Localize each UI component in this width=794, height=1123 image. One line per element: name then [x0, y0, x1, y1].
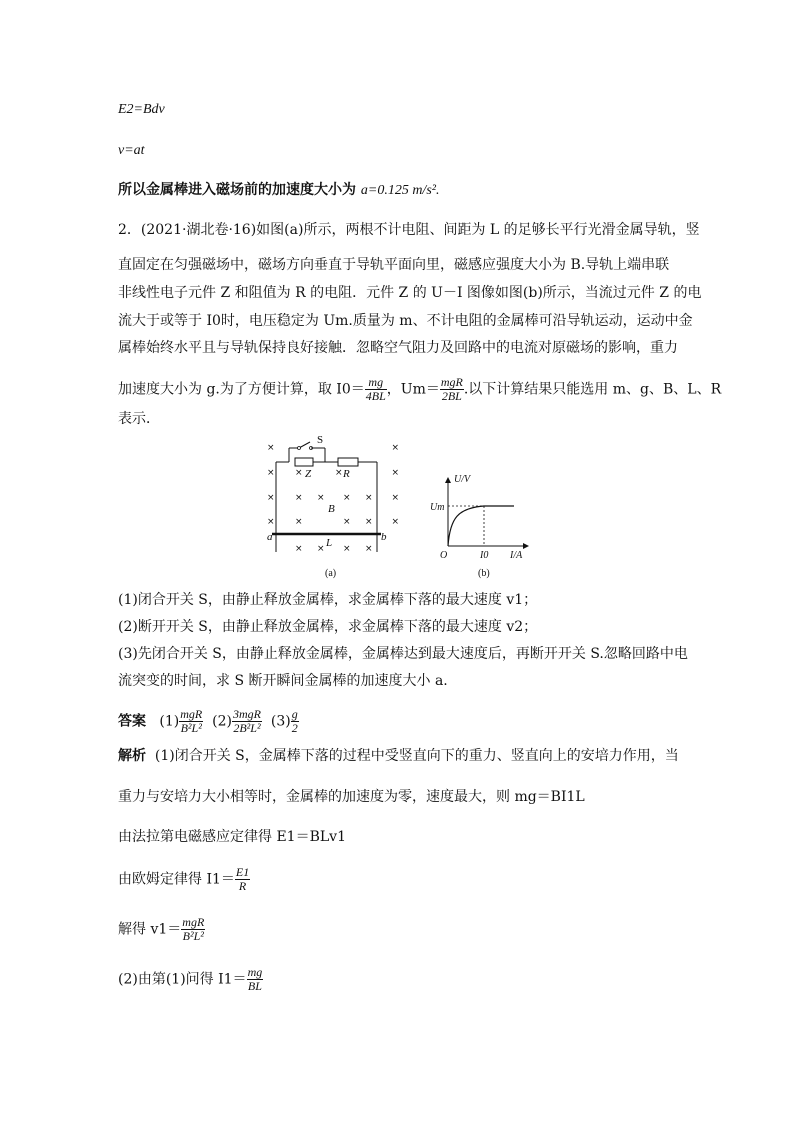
- answer-3-den: 2: [291, 721, 298, 735]
- svg-text:×: ×: [391, 493, 399, 503]
- conclusion-value: a=0.125 m/s².: [360, 183, 440, 198]
- answer-2-fraction: [232, 708, 262, 735]
- answer-1-num: mgR: [180, 707, 203, 721]
- caption-a: (a): [325, 568, 337, 579]
- svg-text:×: ×: [295, 493, 303, 503]
- analysis-line-1: [118, 748, 679, 764]
- problem-line-6e: .以下计算结果只能选用 m、g、B、L、R: [463, 381, 722, 398]
- analysis-line-3: 由法拉第电磁感应定律得 E1＝BLv1: [118, 829, 346, 845]
- um-denominator: 2BL: [441, 389, 462, 403]
- question-3a: (3)先闭合开关 S，由静止释放金属棒，金属棒达到最大速度后，再断开开关 S.忽略回路中电: [118, 646, 688, 662]
- problem-line-7: 表示．: [118, 411, 160, 427]
- svg-text:×: ×: [335, 468, 343, 478]
- answer-3-fraction: [291, 708, 299, 735]
- svg-text:×: ×: [267, 443, 275, 453]
- analysis-line-5: [118, 916, 205, 943]
- r-label: R: [343, 468, 350, 480]
- answer-2-den: 2B²L²: [233, 721, 261, 735]
- svg-text:×: ×: [317, 544, 325, 554]
- answer-label: 答案: [118, 713, 146, 730]
- svg-text:×: ×: [267, 493, 275, 503]
- v1-fraction: [181, 916, 205, 943]
- equation-e2: E2=Bdv: [118, 102, 165, 117]
- um-label: Um: [430, 502, 445, 513]
- b-label: B: [328, 503, 335, 515]
- i1-fraction: [247, 966, 264, 993]
- analysis-line-6: [118, 966, 263, 993]
- figure-b-graph: [426, 470, 536, 582]
- svg-text:×: ×: [295, 517, 303, 527]
- answer-1-fraction: [179, 708, 203, 735]
- analysis-4-text: 由欧姆定律得 I1＝: [118, 871, 235, 888]
- answer-2-prefix: (2): [212, 713, 232, 730]
- svg-text:×: ×: [267, 517, 275, 527]
- i0-denominator: 4BL: [365, 389, 386, 403]
- l-label: L: [326, 537, 333, 549]
- problem-line-6c: ，Um＝: [386, 381, 440, 398]
- question-3b: 流突变的时间，求 S 断开瞬间金属棒的加速度大小 a.: [118, 673, 448, 689]
- analysis-6-text: (2)由第(1)问得 I1＝: [118, 971, 247, 988]
- problem-line-4: 流大于或等于 I0时，电压稳定为 Um.质量为 m、不计电阻的金属棒可沿导轨运动，运动中金: [118, 313, 693, 329]
- svg-text:×: ×: [317, 493, 325, 503]
- svg-text:×: ×: [365, 493, 373, 503]
- problem-line-6a: 加速度大小为 g.为了方便计算，取 I0＝: [118, 381, 365, 398]
- field-crosses: [267, 443, 399, 554]
- i0-fraction: [365, 376, 387, 403]
- answer-1-den: B²L²: [180, 721, 202, 735]
- svg-text:×: ×: [391, 443, 399, 453]
- problem-line-3: 非线性电子元件 Z 和阻值为 R 的电阻．元件 Z 的 U－I 图像如图(b)所示，当流过元件 Z 的电: [118, 285, 702, 301]
- svg-text:×: ×: [295, 468, 303, 478]
- svg-text:×: ×: [267, 468, 275, 478]
- um-fraction: [440, 376, 464, 403]
- analysis-5-text: 解得 v1＝: [118, 921, 182, 938]
- element-z: [295, 458, 313, 466]
- origin-label: O: [440, 550, 448, 561]
- equation-v: v=at: [118, 143, 145, 158]
- analysis-line-2: 重力与安培力大小相等时，金属棒的加速度为零，速度最大，则 mg＝BI1L: [118, 789, 585, 805]
- figure-a-circuit: [255, 432, 405, 582]
- ohm-fraction: [235, 866, 250, 893]
- svg-text:×: ×: [365, 544, 373, 554]
- problem-line-1: 2．(2021·湖北卷·16)如图(a)所示，两根不计电阻、间距为 L 的足够长平行光滑金属导轨，竖: [118, 222, 700, 238]
- b-end-label: b: [381, 531, 387, 543]
- analysis-line-4: [118, 866, 250, 893]
- u-i-curve: [448, 506, 514, 546]
- z-label: Z: [305, 468, 312, 480]
- question-1: (1)闭合开关 S，由静止释放金属棒，求金属棒下落的最大速度 v1；: [118, 592, 538, 608]
- ohm-den: R: [238, 879, 247, 893]
- svg-text:×: ×: [391, 468, 399, 478]
- answer-1-prefix: (1): [159, 713, 180, 730]
- u-axis-label: U/V: [454, 474, 471, 485]
- v1-num: mgR: [182, 915, 205, 929]
- answer-2-num: 3mgR: [232, 707, 261, 721]
- svg-text:×: ×: [343, 493, 351, 503]
- conclusion-line: [118, 182, 439, 199]
- svg-text:×: ×: [343, 517, 351, 527]
- i0-label: I0: [480, 550, 489, 561]
- svg-text:×: ×: [365, 517, 373, 527]
- caption-b: (b): [478, 568, 490, 579]
- conclusion-text: 所以金属棒进入磁场前的加速度大小为: [118, 182, 361, 198]
- answer-line: [118, 708, 299, 735]
- i0-numerator: mg: [365, 376, 387, 390]
- svg-text:×: ×: [391, 517, 399, 527]
- question-2: (2)断开开关 S，由静止释放金属棒，求金属棒下落的最大速度 v2；: [118, 619, 538, 635]
- analysis-text-1: (1)闭合开关 S，金属棒下落的过程中受竖直向下的重力、竖直向上的安培力作用，当: [154, 748, 679, 764]
- analysis-label: 解析: [118, 748, 146, 764]
- a-label: a: [267, 531, 273, 543]
- problem-line-5: 属棒始终水平且与导轨保持良好接触．忽略空气阻力及回路中的电流对原磁场的影响，重力: [118, 340, 678, 356]
- svg-text:×: ×: [343, 544, 351, 554]
- svg-text:×: ×: [295, 544, 303, 554]
- problem-line-6: [118, 376, 721, 403]
- problem-line-2: 直固定在匀强磁场中，磁场方向垂直于导轨平面向里，磁感应强度大小为 B.导轨上端串联: [118, 257, 670, 273]
- i1-den: BL: [247, 979, 262, 993]
- um-numerator: mgR: [440, 375, 463, 389]
- v1-den: B²L²: [182, 929, 204, 943]
- switch-label: S: [317, 434, 324, 446]
- i-axis-label: I/A: [510, 550, 523, 561]
- answer-3-prefix: (3): [270, 713, 291, 730]
- answer-3-num: g: [291, 707, 298, 721]
- ohm-num: E1: [235, 865, 250, 879]
- resistor-r: [338, 458, 358, 466]
- i1-num: mg: [247, 965, 263, 979]
